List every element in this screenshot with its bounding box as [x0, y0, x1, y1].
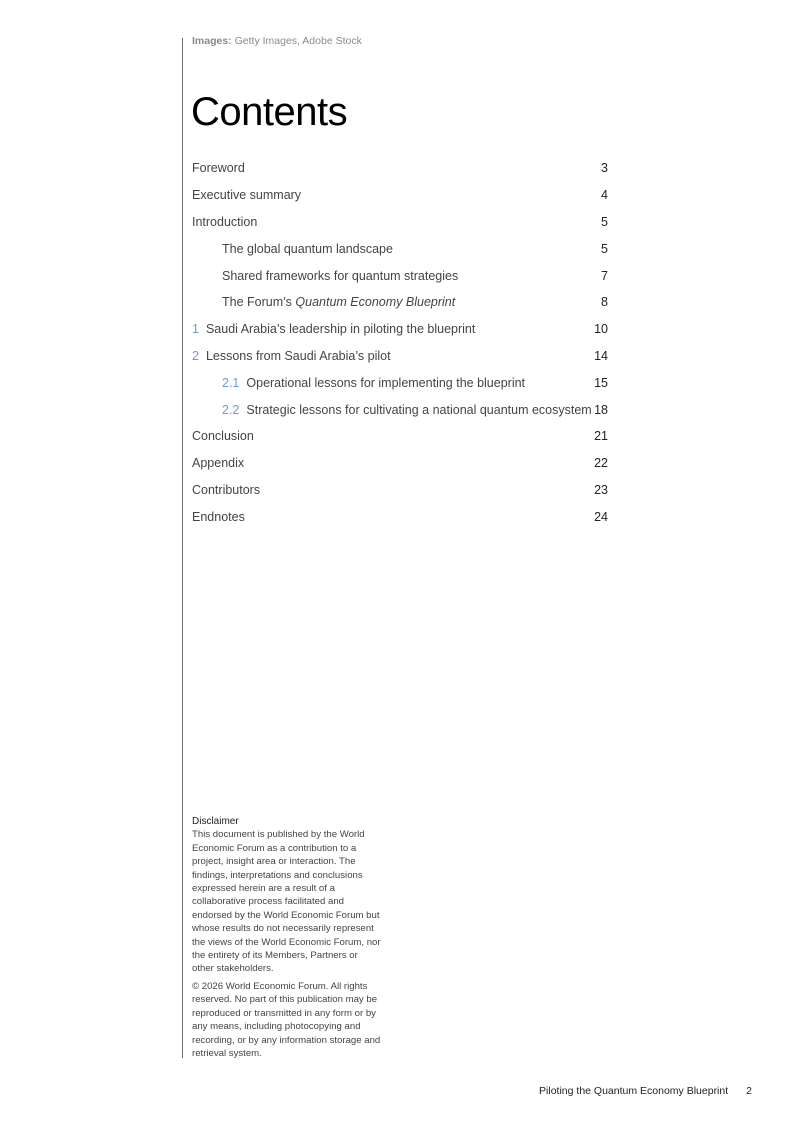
footer-page-number: 2	[746, 1085, 752, 1097]
toc-item-label: Lessons from Saudi Arabia’s pilot	[205, 348, 391, 363]
toc-item-shared-frameworks[interactable]	[192, 262, 608, 289]
toc-section-number: 1	[192, 322, 199, 337]
toc-item-endnotes[interactable]	[192, 503, 608, 530]
toc-item-executive-summary[interactable]	[192, 182, 608, 209]
toc-section-number: 2.2	[222, 402, 240, 417]
toc-item-label: Foreword	[192, 161, 245, 176]
toc-item-label: Contributors	[192, 482, 261, 497]
toc-item-label: Saudi Arabia’s leadership in piloting the blueprint	[205, 322, 476, 337]
toc-item-section-1[interactable]	[192, 316, 608, 343]
toc-item-label-prefix: The Forum’s	[222, 295, 296, 310]
image-credits-label: Images:	[192, 35, 232, 47]
toc-page-number: 7	[601, 268, 608, 283]
toc-item-label: Shared frameworks for quantum strategies	[222, 268, 459, 283]
disclaimer	[192, 815, 382, 1064]
toc-page-number: 5	[601, 241, 608, 256]
toc-page-number: 15	[594, 375, 608, 390]
toc-page-number: 24	[594, 509, 608, 524]
left-margin-rule	[182, 38, 183, 1058]
toc-item-section-2-2[interactable]	[192, 396, 608, 423]
toc-item-label: Conclusion	[192, 429, 254, 444]
toc-page-number: 3	[601, 161, 608, 176]
toc-item-label: Appendix	[192, 456, 245, 471]
footer-document-title: Piloting the Quantum Economy Blueprint	[539, 1085, 729, 1097]
toc-item-label: Endnotes	[192, 509, 245, 524]
toc-item-label	[222, 295, 455, 309]
toc-item-label: Introduction	[192, 214, 258, 229]
toc-item-label: Executive summary	[192, 188, 302, 203]
toc-item-label: The global quantum landscape	[222, 241, 393, 256]
toc-item-appendix[interactable]	[192, 450, 608, 477]
toc-item-introduction[interactable]	[192, 209, 608, 236]
toc-item-section-2[interactable]	[192, 343, 608, 370]
toc-section-number: 2	[192, 348, 199, 363]
toc-item-conclusion[interactable]	[192, 423, 608, 450]
toc-page-number: 21	[594, 429, 608, 444]
toc-page-number: 8	[601, 295, 608, 310]
toc-page-number: 23	[594, 482, 608, 497]
toc-item-label: Strategic lessons for cultivating a national quantum ecosystem	[246, 402, 592, 417]
toc-page-number: 14	[594, 348, 608, 363]
image-credits	[192, 35, 362, 47]
toc-page-number: 4	[601, 188, 608, 203]
toc-item-section-2-1[interactable]	[192, 369, 608, 396]
toc-item-label-italic: Quantum Economy Blueprint	[295, 295, 456, 310]
table-of-contents	[192, 155, 608, 530]
toc-page-number: 18	[594, 402, 608, 417]
image-credits-text: Getty Images, Adobe Stock	[234, 35, 362, 47]
toc-item-global-quantum-landscape[interactable]	[192, 235, 608, 262]
toc-item-forum-blueprint[interactable]	[192, 289, 608, 316]
toc-page-number: 5	[601, 214, 608, 229]
toc-page-number: 10	[594, 322, 608, 337]
toc-page-number: 22	[594, 456, 608, 471]
copyright-notice: © 2026 World Economic Forum. All rights reserved. No part of this publication may be reproduced or transmitted in any form or by any means, including photocopying and recording, or by any information storage and retrieval system.	[192, 980, 381, 1059]
page-footer	[539, 1085, 752, 1097]
disclaimer-heading: Disclaimer	[192, 816, 239, 827]
toc-section-number: 2.1	[222, 375, 240, 390]
toc-item-label: Operational lessons for implementing the blueprint	[246, 375, 526, 390]
toc-item-foreword[interactable]	[192, 155, 608, 182]
toc-item-contributors[interactable]	[192, 477, 608, 504]
page-title: Contents	[191, 90, 348, 134]
disclaimer-body: This document is published by the World Economic Forum as a contribution to a project, insight area or interaction. The findings, interpretations and conclusions expressed herein are a result of a collaborative process facilitated and endorsed by the World Economic Forum but whose results do not necessarily represent the views of the World Economic Forum, nor the entirety of its Members, Partners or other stakeholders.	[192, 829, 381, 975]
